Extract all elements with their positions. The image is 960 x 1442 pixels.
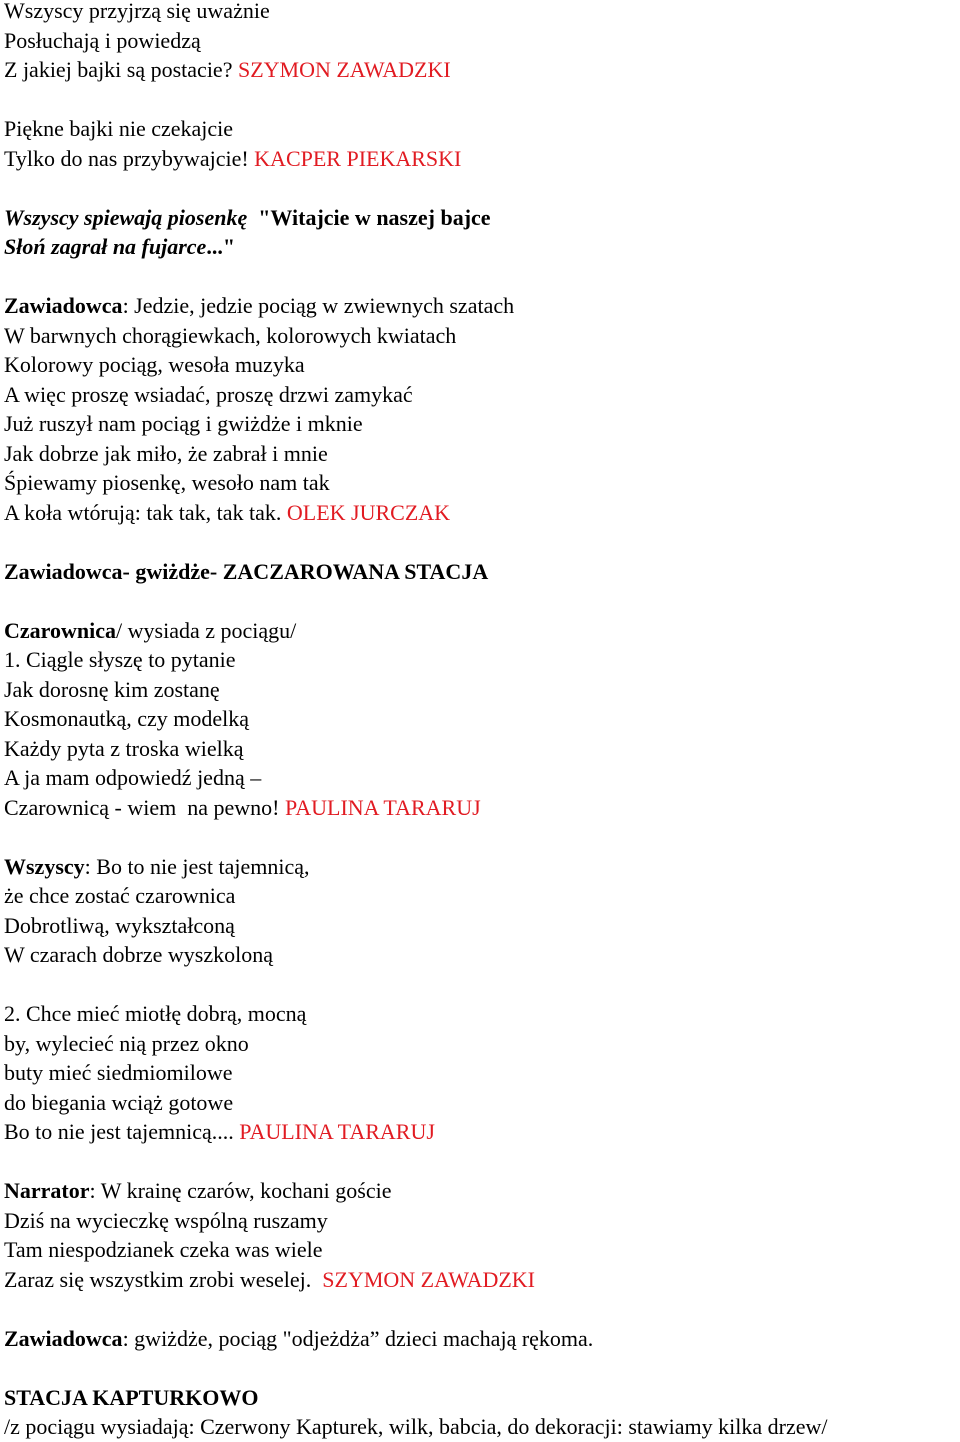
narrator-line-3: Tam niespodzianek czeka was wiele [4, 1237, 323, 1262]
czarownica-line-1: 1. Ciągle słyszę to pytanie [4, 647, 236, 672]
spacer [4, 1353, 960, 1383]
verse-2-line-5: Bo to nie jest tajemnicą.... PAULINA TARARUJ [4, 1119, 435, 1144]
chorus-line-4: W czarach dobrze wyszkoloną [4, 942, 273, 967]
spacer [4, 85, 960, 115]
narrator-line-4: Zaraz się wszystkim zrobi weselej. SZYMON ZAWADZKI [4, 1266, 535, 1292]
zawiadowca-line-6: Jak dobrze jak miło, że zabrał i mnie [4, 440, 328, 466]
spacer [4, 1147, 960, 1177]
verse-2-line-3: buty mieć siedmiomilowe [4, 1060, 233, 1085]
zawiadowca-line-8: A koła wtórują: tak tak, tak tak. OLEK JURCZAK [4, 499, 451, 525]
station-heading-1: Zawiadowca- gwiżdże- ZACZAROWANA STACJA [4, 558, 489, 584]
chorus-line-3: Dobrotliwą, wykształconą [4, 912, 235, 938]
performer-name: KACPER PIEKARSKI [254, 145, 462, 171]
speaker-label: Wszyscy [4, 853, 85, 879]
speaker-label: Czarownica [4, 617, 117, 643]
czarownica-line-2: Jak dorosnę kim zostanę [4, 676, 220, 702]
verse-2-line-4: do biegania wciąż gotowe [4, 1089, 234, 1115]
narrator-line-1: Narrator: W krainę czarów, kochani goście [4, 1178, 392, 1203]
spacer [4, 173, 960, 203]
spacer [4, 527, 960, 557]
song-intro-line-1: Wszyscy spiewają piosenkę "Witajcie w naszej bajce [4, 204, 491, 230]
station-2-stage-line: /z pociągu wysiadają: Czerwony Kapturek, wilk, babcia, do dekoracji: stawiamy kilka drzew/ [4, 1414, 828, 1439]
spacer [4, 586, 960, 616]
performer-name: OLEK JURCZAK [286, 499, 451, 525]
intro-line-4: Piękne bajki nie czekajcie [4, 116, 234, 141]
station-heading-2: STACJA KAPTURKOWO [4, 1384, 259, 1410]
czarownica-stage-line: Czarownica/ wysiada z pociągu/ [4, 617, 297, 643]
chorus-line-2: że chce zostać czarownica [4, 883, 236, 908]
performer-name: PAULINA TARARUJ [285, 794, 481, 820]
spacer [4, 1294, 960, 1324]
spacer [4, 262, 960, 292]
intro-line-2: Posłuchają i powiedzą [4, 27, 201, 53]
zawiadowca-line-5: Już ruszył nam pociąg i gwiżdże i mknie [4, 411, 363, 436]
zawiadowca-line-7: Śpiewamy piosenkę, wesoło nam tak [4, 470, 330, 495]
czarownica-line-6: Czarownicą - wiem na pewno! PAULINA TARARUJ [4, 794, 481, 820]
narrator-line-2: Dziś na wycieczkę wspólną ruszamy [4, 1207, 328, 1233]
zawiadowca-2-line: Zawiadowca: gwiżdże, pociąg "odjeżdża” dzieci machają rękoma. [4, 1325, 594, 1351]
czarownica-line-5: A ja mam odpowiedź jedną – [4, 765, 262, 790]
document-page [4, 0, 960, 1442]
zawiadowca-line-1: Zawiadowca: Jedzie, jedzie pociąg w zwiewnych szatach [4, 293, 515, 318]
spacer [4, 822, 960, 852]
song-intro-line-2: Słoń zagrał na fujarce..." [4, 234, 236, 259]
verse-2-line-2: by, wylecieć nią przez okno [4, 1030, 249, 1056]
spacer [4, 970, 960, 1000]
zawiadowca-line-4: A więc proszę wsiadać, proszę drzwi zamykać [4, 381, 413, 407]
performer-name: SZYMON ZAWADZKI [237, 57, 451, 82]
zawiadowca-line-2: W barwnych chorągiewkach, kolorowych kwiatach [4, 322, 457, 348]
speaker-label: Zawiadowca [4, 293, 123, 318]
performer-name: SZYMON ZAWADZKI [322, 1266, 535, 1292]
speaker-label: Zawiadowca [4, 1325, 123, 1351]
zawiadowca-line-3: Kolorowy pociąg, wesoła muzyka [4, 352, 305, 377]
speaker-label: Narrator [4, 1178, 90, 1203]
verse-2-line-1: 2. Chce mieć miotłę dobrą, mocną [4, 1001, 307, 1026]
czarownica-line-3: Kosmonautką, czy modelką [4, 706, 249, 731]
czarownica-line-4: Każdy pyta z troska wielką [4, 735, 244, 761]
intro-line-1: Wszyscy przyjrzą się uważnie [4, 0, 270, 23]
performer-name: PAULINA TARARUJ [239, 1119, 435, 1144]
chorus-line-1: Wszyscy: Bo to nie jest tajemnicą, [4, 853, 310, 879]
intro-line-3: Z jakiej bajki są postacie? SZYMON ZAWADZKI [4, 57, 451, 82]
intro-line-5: Tylko do nas przybywajcie! KACPER PIEKARSKI [4, 145, 462, 171]
